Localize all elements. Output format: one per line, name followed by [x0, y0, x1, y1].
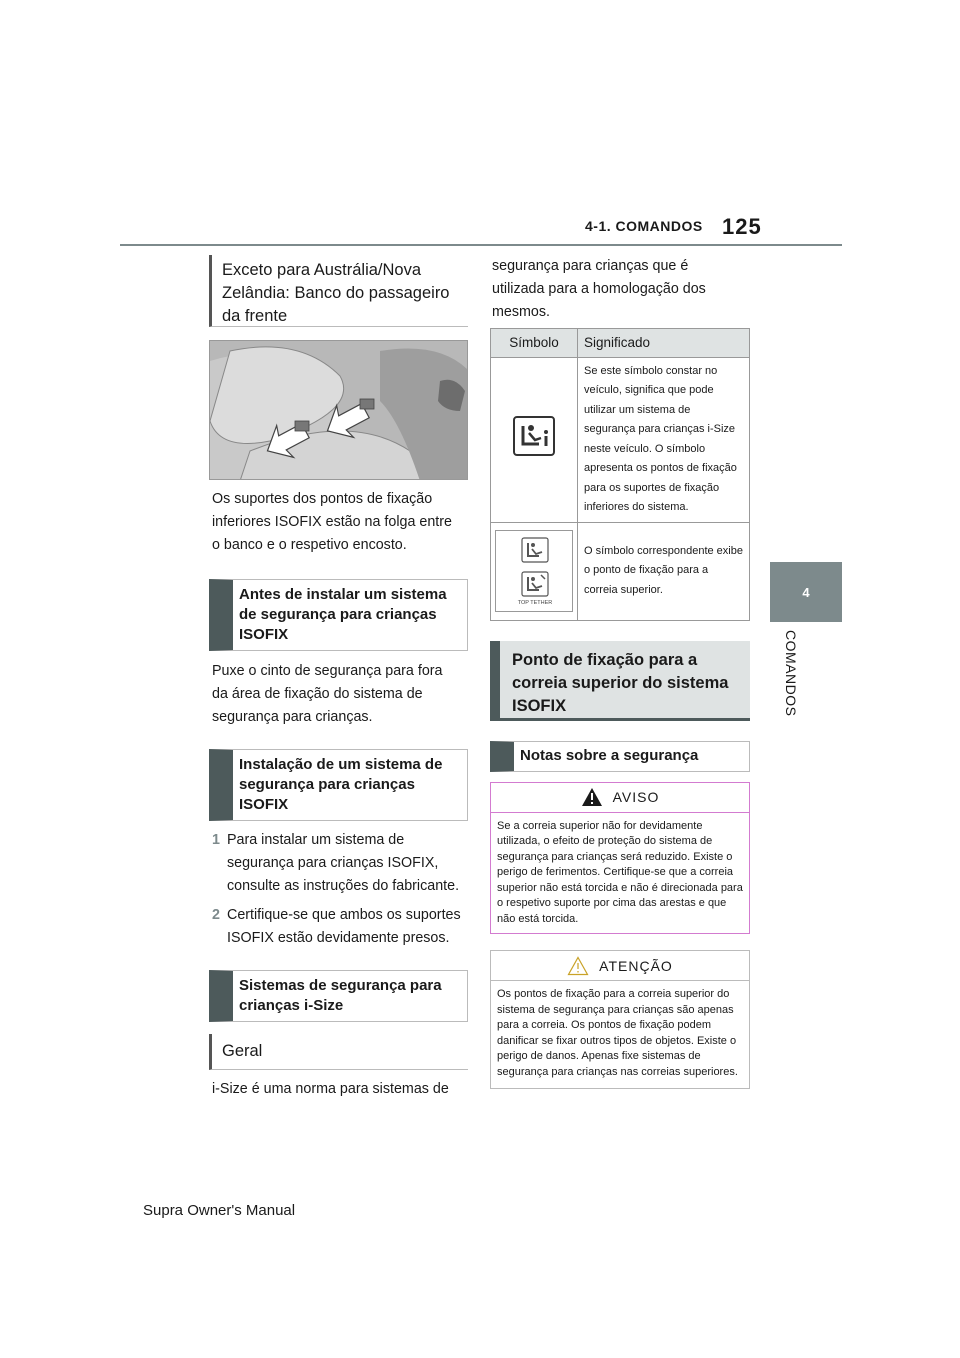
heading-safety-notes: Notas sobre a segurança	[490, 741, 750, 772]
heading-install: Instalação de um sistema de segurança para crianças ISOFIX	[209, 749, 468, 821]
step-number: 1	[212, 832, 220, 848]
para-isize-cont: segurança para crianças que é utilizada para a homologação dos mesmos.	[492, 258, 706, 320]
col-symbol: Símbolo	[491, 329, 578, 358]
step-number: 2	[212, 907, 220, 923]
step-1	[212, 829, 468, 898]
seat-illustration	[210, 341, 468, 480]
warning-header	[491, 783, 749, 813]
isize-symbol-cell	[491, 357, 578, 522]
warning-text: Se a correia superior não for devidamente utilizada, o efeito de proteção do sistema de segurança para crianças será reduzido. Existe o perigo de ferimentos. Certifique-se que a correia superior não está torcida e não é direcionada para o respetivo suporte por cima das arestas e que não está torcida.	[497, 819, 743, 925]
chapter-label	[783, 630, 803, 730]
heading-top-tether: Ponto de fixação para a correia superior do sistema ISOFIX	[490, 641, 750, 721]
chapter-label-text: COMANDOS	[783, 630, 799, 717]
caution-text: Os pontos de fixação para a correia superior do sistema de segurança para crianças são apenas para a correia. Os pontos de fixação podem danificar se fixar outros tipos de objetos. Existe o perigo de danos. Apenas fixe sistemas de segurança para crianças nas correias superiores.	[497, 988, 738, 1078]
top-tether-meaning: O símbolo correspondente exibe o ponto de fixação para a correia superior.	[578, 522, 750, 620]
top-tether-icon-lower	[521, 571, 549, 597]
isize-seat-icon	[513, 416, 555, 456]
heading-isize: Sistemas de segurança para crianças i-Size	[209, 970, 468, 1022]
page-number: 125	[722, 214, 762, 239]
table-row	[491, 522, 750, 620]
warning-triangle-icon	[581, 787, 603, 807]
right-column	[490, 255, 750, 1089]
step-text: Para instalar um sistema de segurança para crianças ISOFIX, consulte as instruções do fabricante.	[227, 832, 460, 894]
table-row	[491, 357, 750, 522]
photo-caption: Os suportes dos pontos de fixação inferiores ISOFIX estão na folga entre o banco e o respetivo encosto.	[212, 491, 452, 553]
install-steps	[209, 829, 468, 950]
chapter-tab[interactable]: 4	[770, 562, 842, 622]
caution-header	[491, 951, 749, 981]
top-tether-label: TOP TETHER	[517, 600, 553, 606]
left-column	[209, 255, 468, 1101]
table-header-row	[491, 329, 750, 358]
caution-triangle-icon	[567, 956, 589, 976]
step-2	[212, 904, 468, 950]
warning-title: AVISO	[612, 789, 660, 805]
heading-front-seat: Exceto para Austrália/Nova Zelândia: Banco do passageiro da frente	[209, 255, 468, 327]
heading-before-install: Antes de instalar um sistema de segurança para crianças ISOFIX	[209, 579, 468, 651]
top-tether-icon-upper	[521, 537, 549, 563]
caution-title: ATENÇÃO	[599, 957, 673, 974]
top-tether-symbol-cell	[491, 522, 578, 620]
para-before-install: Puxe o cinto de segurança para fora da área de fixação do sistema de segurança para crianças.	[212, 663, 443, 725]
section-title: 4-1. COMANDOS	[585, 218, 703, 234]
caution-box	[490, 950, 750, 1089]
symbol-table	[490, 328, 750, 621]
col-meaning: Significado	[578, 329, 750, 358]
top-tether-icon-frame	[495, 530, 573, 612]
warning-box	[490, 782, 750, 935]
isize-meaning: Se este símbolo constar no veículo, significa que pode utilizar um sistema de segurança para crianças i-Size neste veículo. O símbolo apresenta os pontos de fixação para os suportes de fixação inferiores do sistema.	[578, 357, 750, 522]
isofix-seat-photo	[209, 340, 468, 480]
para-isize-start: i-Size é uma norma para sistemas de	[212, 1081, 449, 1097]
header-rule	[120, 244, 842, 246]
manual-title: Supra Owner's Manual	[143, 1202, 296, 1219]
heading-general: Geral	[209, 1034, 468, 1070]
step-text: Certifique-se que ambos os suportes ISOFIX estão devidamente presos.	[227, 907, 461, 946]
